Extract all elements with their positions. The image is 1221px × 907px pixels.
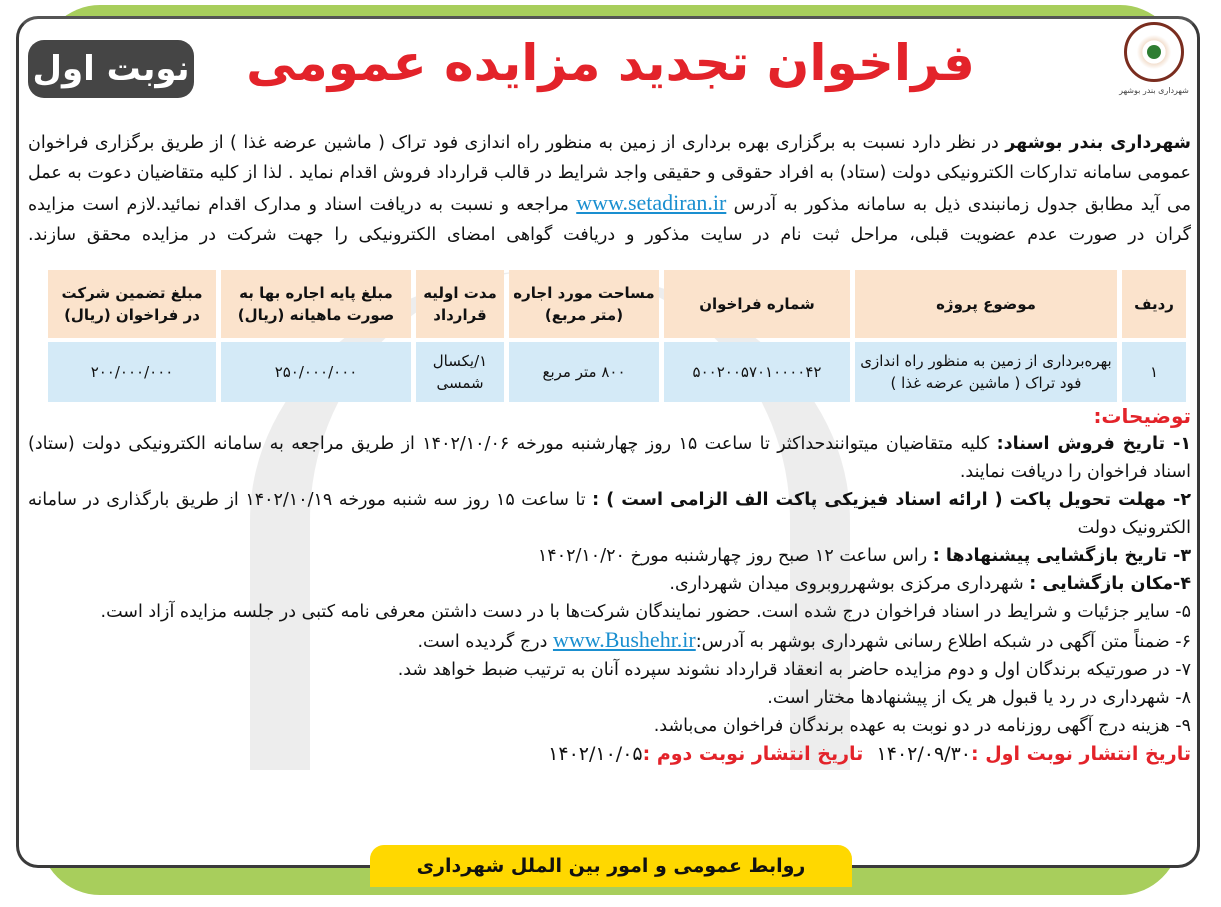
intro-text: مراجعه و نسبت به دریافت اسناد و مدارک اقدام نمائید.لازم است مزایده گران در صورت عدم عضویت قبلی، مراحل ثبت نام در سایت مذکور و دریافت گواهی امضای الکترونیکی را جهت شرکت در مزایده محقق سازند.	[28, 195, 1191, 245]
col-header: مبلغ پایه اجاره بها به صورت ماهیانه (ریال)	[221, 270, 411, 338]
table-row	[48, 342, 1186, 402]
cell: ۱/یکسال شمسی	[416, 342, 504, 402]
table-header-row	[48, 270, 1186, 338]
note-item	[28, 542, 1191, 570]
note-text: راس ساعت ۱۲ صبح روز چهارشنبه مورخ ۱۴۰۲/۱۰/۲۰	[537, 546, 933, 566]
col-header: مبلغ تضمین شرکت در فراخوان (ریال)	[48, 270, 216, 338]
col-header: موضوع پروژه	[855, 270, 1117, 338]
note-label: ۲- مهلت تحویل پاکت ( ارائه اسناد فیزیکی پاکت الف الزامی است ) :	[592, 490, 1192, 510]
col-header: شماره فراخوان	[664, 270, 850, 338]
setadiran-link[interactable]: www.setadiran.ir	[576, 190, 727, 215]
intro-text: در نظر دارد نسبت به برگزاری بهره برداری از زمین به منظور راه اندازی فود تراک ( ماشین عرضه غذا ) از طریق برگزاری فراخوان عمومی سامانه تدارکات الکترونیکی دولت (ستاد) به افراد حقوقی و حقیقی واجد شرایط در قالب قرارداد فروش اقدام نماید . لذا از کلیه متقاضیان دعوت به عمل می آید مطابق جدول زمانبندی ذیل به سامانه مذکور به آدرس	[28, 133, 1191, 215]
note-item	[28, 570, 1191, 598]
note-item	[28, 486, 1191, 542]
cell: بهره‌برداری از زمین به منظور راه اندازی فود تراک ( ماشین عرضه غذا )	[855, 342, 1117, 402]
org-name: شهرداری بندر بوشهر	[1005, 133, 1191, 153]
cell: ۲۰۰/۰۰۰/۰۰۰	[48, 342, 216, 402]
note-item	[28, 626, 1191, 656]
round-badge: نوبت اول	[28, 40, 194, 98]
second-pub-date: ۱۴۰۲/۱۰/۰۵	[548, 743, 643, 765]
note-text: ۷- در صورتیکه برندگان اول و دوم مزایده حاضر به انعقاد قرارداد نشوند سپرده آنان به ترتیب ضبط خواهد شد.	[397, 660, 1191, 680]
cell: ۲۵۰/۰۰۰/۰۰۰	[221, 342, 411, 402]
note-item	[28, 656, 1191, 684]
note-text: درج گردیده است.	[417, 632, 553, 652]
note-item	[28, 684, 1191, 712]
note-text: ۹- هزینه درج آگهی روزنامه در دو نوبت به عهده برندگان فراخوان می‌باشد.	[653, 716, 1191, 736]
col-header: ردیف	[1122, 270, 1186, 338]
note-text: ۸- شهرداری در رد یا قبول هر یک از پیشنهادها مختار است.	[767, 688, 1191, 708]
cell: ۱	[1122, 342, 1186, 402]
notes-section	[28, 402, 1191, 768]
cell: ۸۰۰ متر مربع	[509, 342, 659, 402]
bushehr-link[interactable]: www.Bushehr.ir	[552, 627, 696, 652]
col-header: مدت اولیه قرارداد	[416, 270, 504, 338]
notes-heading: توضیحات:	[1093, 404, 1191, 428]
note-label: ۳- تاریخ بازگشایی پیشنهادها :	[932, 546, 1191, 566]
note-item	[28, 712, 1191, 740]
publication-dates	[28, 740, 1191, 768]
first-pub-label: تاریخ انتشار نوبت اول :	[970, 743, 1191, 765]
footer-banner: روابط عمومی و امور بین الملل شهرداری	[370, 845, 852, 887]
cell: ۵۰۰۲۰۰۵۷۰۱۰۰۰۰۴۲	[664, 342, 850, 402]
auction-table	[43, 266, 1191, 406]
note-label: ۱- تاریخ فروش اسناد:	[996, 434, 1191, 454]
col-header: مساحت مورد اجاره (متر مربع)	[509, 270, 659, 338]
note-text: کلیه متقاضیان میتوانندحداکثر تا ساعت ۱۵ روز چهارشنبه مورخه ۱۴۰۲/۱۰/۰۶ از طریق مراجعه به سامانه الکترونیکی دولت (ستاد) اسناد فراخوان را دریافت نمایند.	[28, 434, 1191, 482]
note-item	[28, 598, 1191, 626]
note-item	[28, 430, 1191, 486]
intro-paragraph	[28, 128, 1191, 250]
logo-caption: شهرداری بندر بوشهر	[1119, 86, 1189, 95]
note-text: ۵- سایر جزئیات و شرایط در اسناد فراخوان درج شده است. حضور نمایندگان شرکت‌ها با در دست داشتن معرفی نامه کتبی در جلسه مزایده آزاد است.	[100, 602, 1191, 622]
note-text: ۶- ضمناً متن آگهی در شبکه اطلاع رسانی شهرداری بوشهر به آدرس:	[695, 632, 1191, 652]
note-label: ۴-مکان بازگشایی :	[1029, 574, 1191, 594]
second-pub-label: تاریخ انتشار نوبت دوم :	[642, 743, 864, 765]
page-title: فراخوان تجدید مزایده عمومی	[246, 34, 975, 92]
first-pub-date: ۱۴۰۲/۰۹/۳۰	[876, 743, 971, 765]
note-text: شهرداری مرکزی بوشهرروبروی میدان شهرداری.	[669, 574, 1030, 594]
note-text: تا ساعت ۱۵ روز سه شنبه مورخه ۱۴۰۲/۱۰/۱۹ از طریق بارگذاری در سامانه الکترونیک دولت	[28, 490, 1191, 538]
